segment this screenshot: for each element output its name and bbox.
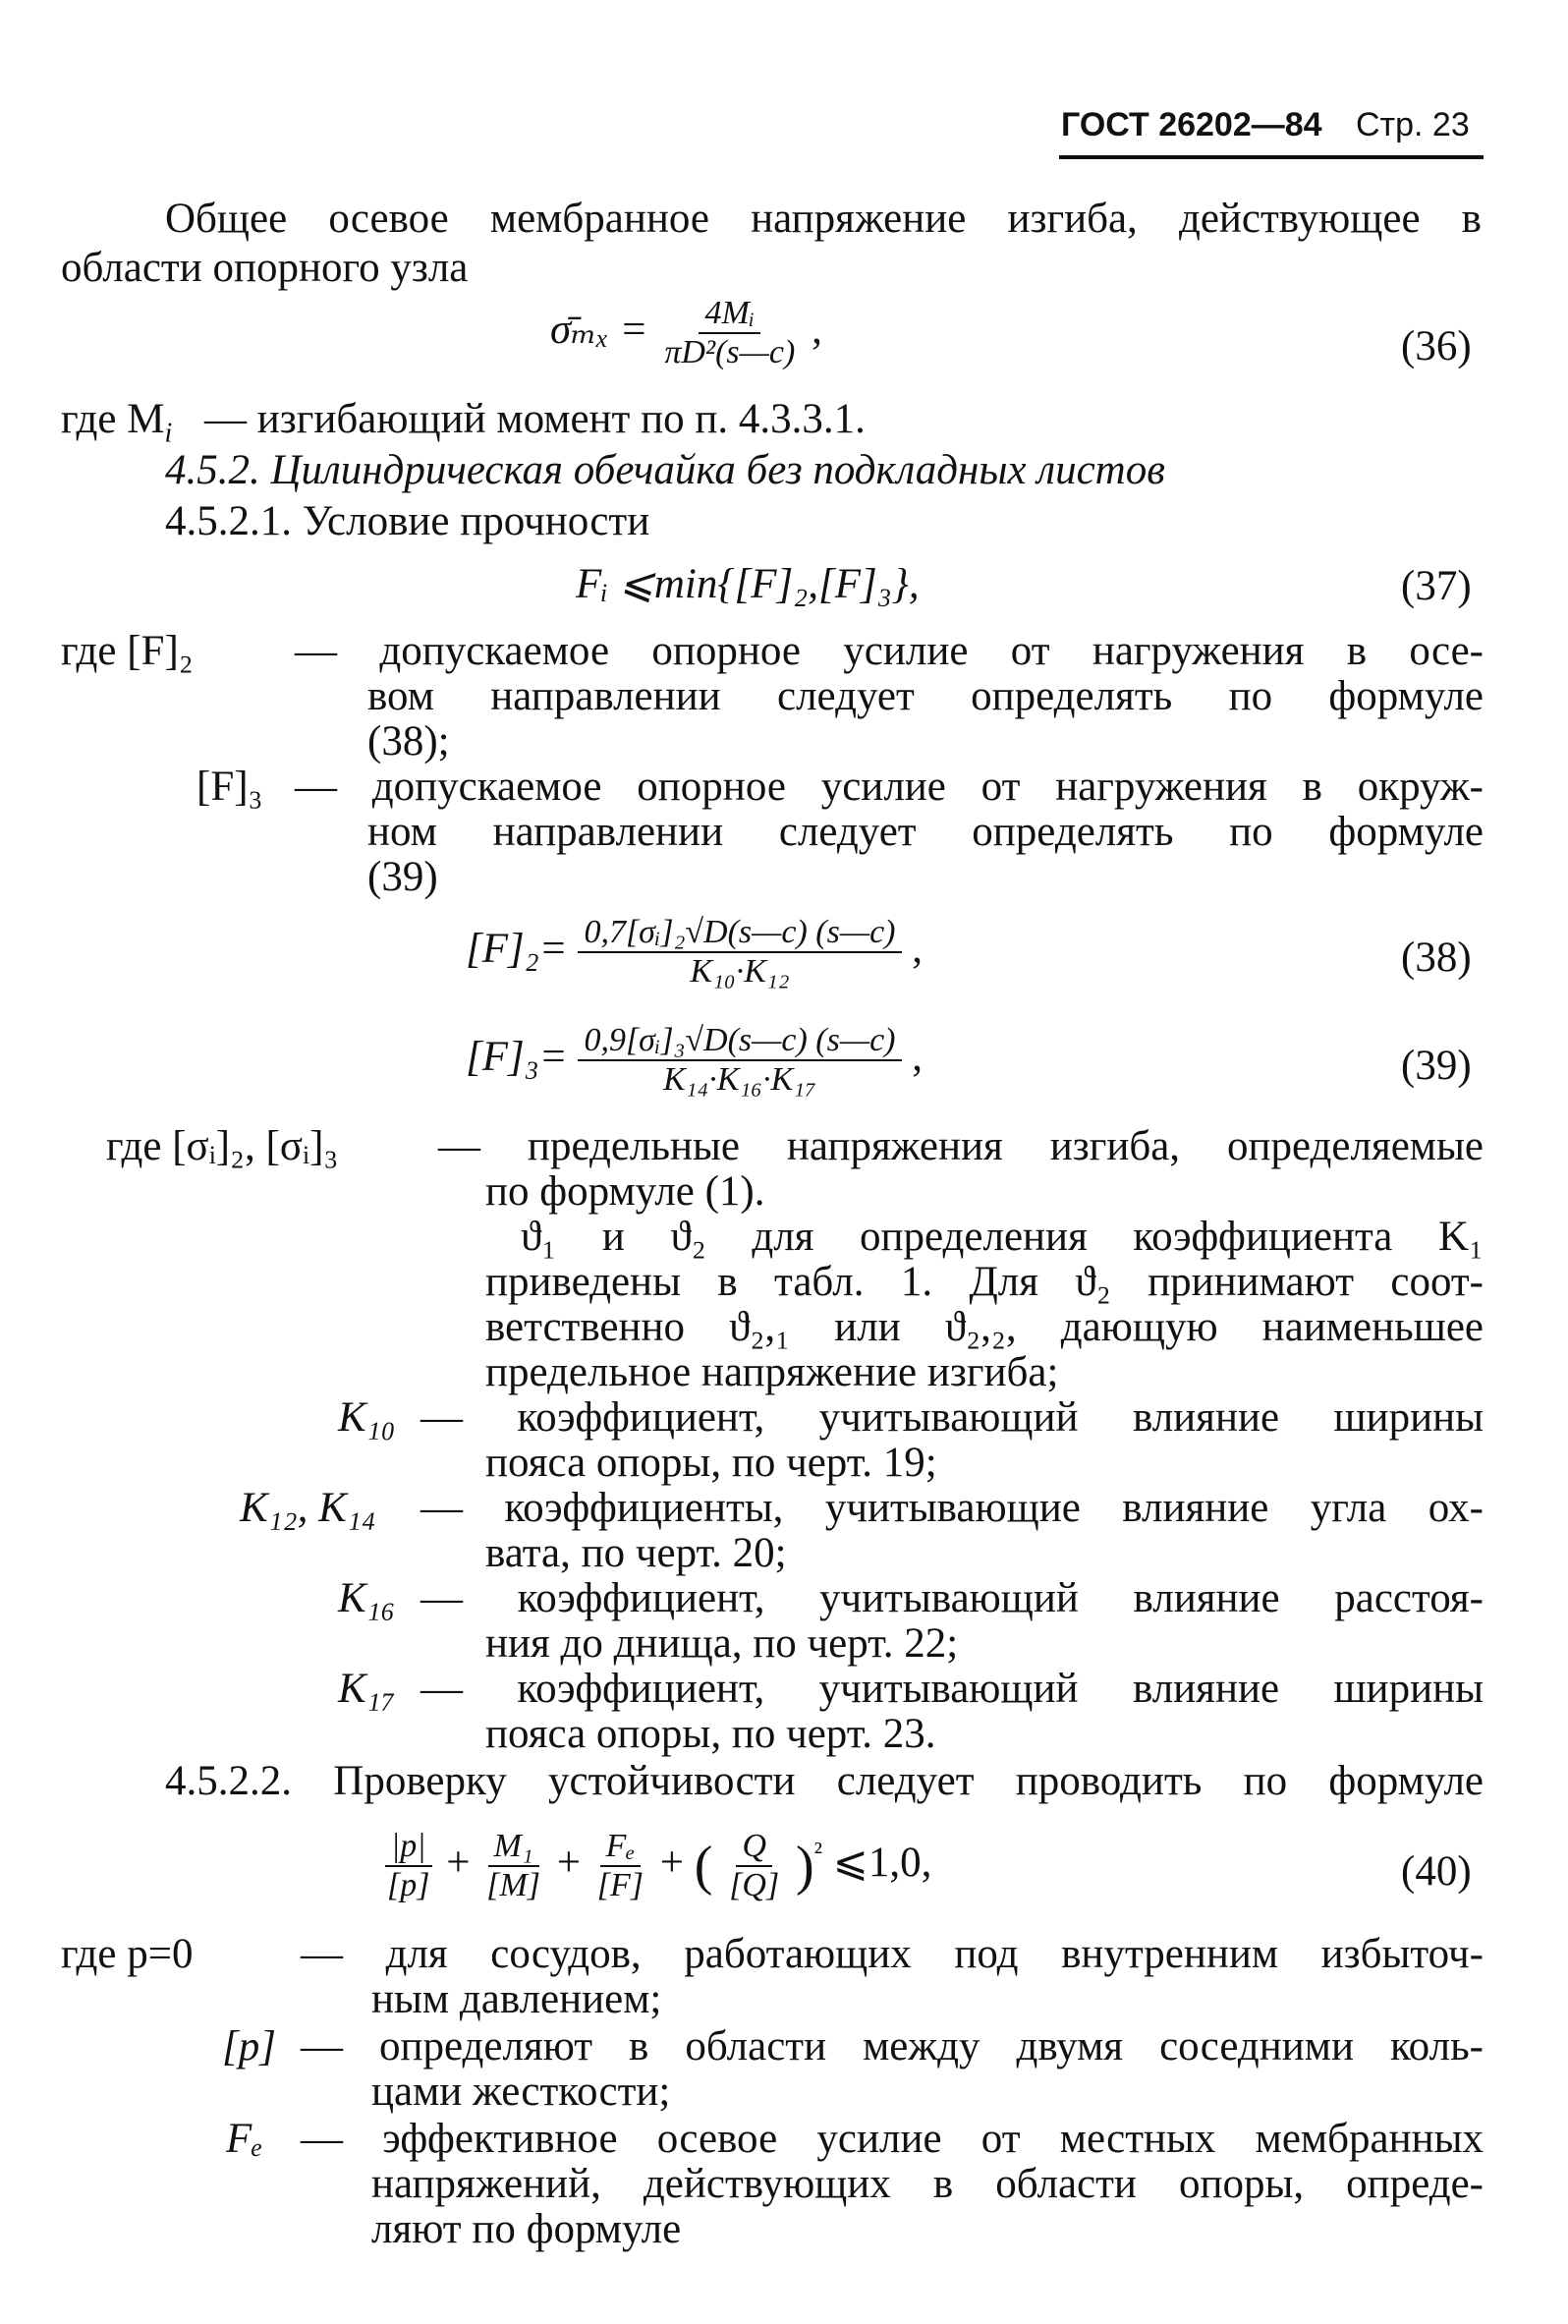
definition-text: — допускаемое опорное усилие от нагружения в осе-: [295, 628, 1484, 674]
eq40-term1: [381, 1828, 435, 1904]
definition-text: ϑ₁ и ϑ₂ для определения коэффициента K₁: [521, 1214, 1484, 1260]
definition-text: (39): [367, 854, 438, 900]
definition-text: — коэффициент, учитывающий влияние расстоя-: [420, 1575, 1484, 1621]
definition-text: ветственно ϑ₂,₁ или ϑ₂,₂, дающую наименьшее: [485, 1304, 1484, 1350]
equation-number: (40): [1401, 1848, 1472, 1895]
definition-symbol: где p=0: [61, 1931, 194, 1977]
section-heading: [165, 448, 1165, 493]
definition-symbol: где [F]₂: [61, 628, 194, 674]
paragraph-line: области опорного узла: [61, 245, 469, 291]
definition-text: предельное напряжение изгиба;: [485, 1349, 1059, 1395]
definition-text: — эффективное осевое усилие от местных мембранных: [301, 2116, 1484, 2162]
definition-text: — допускаемое опорное усилие от нагружения в окруж-: [295, 764, 1484, 810]
page-number: Стр. 23: [1356, 106, 1470, 143]
definition-text: — изгибающий момент по п. 4.3.3.1.: [203, 396, 866, 442]
definition-text: ном направлении следует определять по формуле: [367, 809, 1484, 855]
eq36-lhs: σ̄ₘₓ =: [550, 306, 648, 353]
definition-text: ным давлением;: [371, 1976, 662, 2022]
eq38-lhs: [F]₂=: [466, 925, 568, 972]
definition-subscript: i: [164, 418, 173, 449]
equation-36: [550, 295, 822, 371]
eq39-numerator: 0,9[σᵢ]₃√D(s—c) (s—c): [578, 1022, 901, 1061]
definition-text: цами жесткости;: [371, 2069, 671, 2115]
eq39-denominator: K₁₄·K₁₆·K₁₇: [662, 1061, 816, 1098]
definition-text: — коэффициент, учитывающий влияние ширины: [420, 1666, 1484, 1712]
definition-symbol: K₁₆: [338, 1575, 396, 1621]
definition-symbol: K₁₂, K₁₄: [240, 1485, 376, 1531]
square-exponent: ²: [813, 1837, 823, 1868]
definition-text: — коэффициенты, учитывающие влияние угла ох-: [420, 1485, 1484, 1531]
eq39-fraction: [578, 1022, 901, 1099]
equation-37: Fᵢ ⩽min{[F]₂,[F]₃},: [576, 561, 920, 607]
plus-sign: +: [446, 1839, 471, 1886]
eq38-comma: ,: [912, 925, 923, 972]
definition-text: ляют по формуле: [371, 2206, 682, 2252]
paragraph-line: Общее осевое мембранное напряжение изгиба, действующее в: [165, 196, 1482, 242]
definition-text: (38);: [367, 718, 450, 765]
definition-symbol: K₁₀: [338, 1394, 396, 1441]
eq40-term2-numerator: M₁: [488, 1828, 539, 1867]
eq40-term3-denominator: [F]: [596, 1867, 644, 1903]
eq38-numerator: 0,7[σᵢ]₂√D(s—c) (s—c): [578, 914, 901, 953]
eq40-term4-denominator: [Q]: [729, 1867, 780, 1903]
definition-symbol: [F]₃: [196, 764, 263, 810]
eq38-denominator: K₁₀·K₁₂: [690, 953, 790, 990]
equation-40: [381, 1828, 931, 1904]
header-rule: [1059, 155, 1484, 159]
definition-symbol: где [σᵢ]₂, [σᵢ]₃: [106, 1123, 339, 1169]
eq36-denominator: πD²(s—c): [664, 334, 796, 370]
definition-text: — коэффициент, учитывающий влияние ширины: [420, 1394, 1484, 1441]
definition-symbol: [p]: [222, 2023, 276, 2069]
definition-text: ния до днища, по черт. 22;: [485, 1620, 959, 1667]
eq40-term1-numerator: |p|: [385, 1828, 432, 1867]
close-paren: ): [795, 1836, 814, 1897]
definition-text: приведены в табл. 1. Для ϑ₂ принимают соот-: [485, 1259, 1484, 1305]
eq36-numerator: 4Mᵢ: [699, 295, 760, 334]
eq40-term4-numerator: Q: [736, 1828, 772, 1867]
eq36-fraction: [658, 295, 801, 371]
eq40-term3: [591, 1828, 649, 1904]
equation-number: (37): [1401, 563, 1472, 609]
definition-text: пояса опоры, по черт. 23.: [485, 1711, 936, 1757]
equation-number: (38): [1401, 935, 1472, 981]
definition-text: вата, по черт. 20;: [485, 1530, 787, 1576]
eq40-term2-denominator: [M]: [486, 1867, 541, 1903]
open-paren: (: [694, 1836, 713, 1897]
eq38-fraction: [578, 914, 901, 991]
plus-sign: +: [556, 1839, 582, 1886]
eq40-term2: [480, 1828, 546, 1904]
definition-symbol: K₁₇: [338, 1666, 396, 1712]
equation-number: (36): [1401, 323, 1472, 369]
section-452-title: 4.5.2. Цилиндрическая обечайка без подкладных листов: [165, 447, 1165, 493]
definition-text: — предельные напряжения изгиба, определяемые: [438, 1123, 1484, 1169]
eq40-term4: [723, 1828, 785, 1904]
eq40-term1-denominator: [p]: [387, 1867, 430, 1903]
eq39-comma: ,: [912, 1033, 923, 1080]
definition-text: вом направлении следует определять по формуле: [367, 673, 1484, 719]
section-heading: 4.5.2.1. Условие прочности: [165, 498, 650, 544]
definition-text: — определяют в области между двумя соседними коль-: [301, 2023, 1484, 2069]
standard-number: ГОСТ 26202—84: [1061, 106, 1322, 143]
definition-symbol: Fₑ: [226, 2116, 263, 2162]
eq40-inequality: ⩽1,0,: [832, 1839, 932, 1886]
definition-text: по формуле (1).: [485, 1168, 765, 1215]
section-heading: 4.5.2.2. Проверку устойчивости следует проводить по формуле: [165, 1758, 1484, 1804]
definition-text: напряжений, действующих в области опоры, опреде-: [371, 2161, 1484, 2207]
eq39-lhs: [F]₃=: [466, 1033, 568, 1080]
equation-number: (39): [1401, 1043, 1472, 1089]
equation-39: [466, 1022, 923, 1099]
definition-text: — для сосудов, работающих под внутренним избыточ-: [301, 1931, 1484, 1977]
plus-sign: +: [659, 1839, 685, 1886]
definition-text: пояса опоры, по черт. 19;: [485, 1440, 937, 1486]
equation-38: [466, 914, 923, 991]
eq40-term3-numerator: Fₑ: [600, 1828, 642, 1867]
definition-symbol: где M: [61, 396, 165, 442]
eq36-comma: ,: [812, 306, 822, 353]
